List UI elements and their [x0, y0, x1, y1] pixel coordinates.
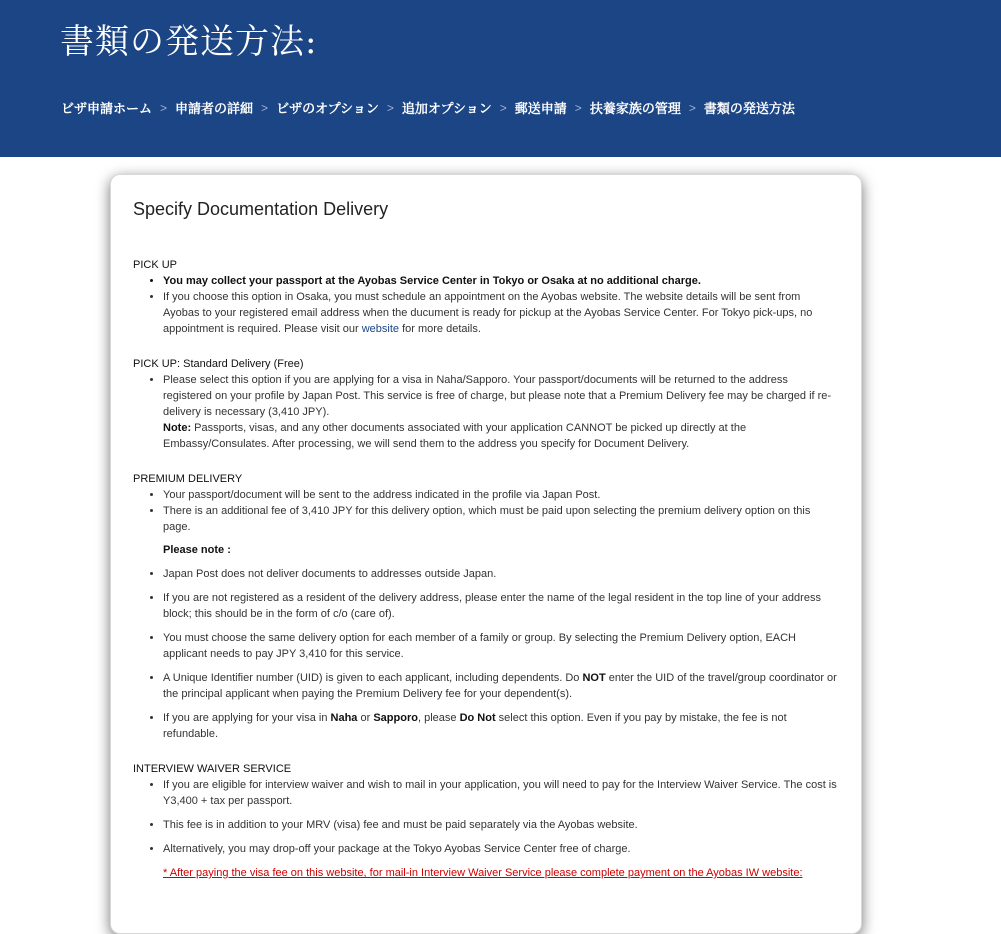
section-standard-delivery — [133, 357, 839, 452]
delivery-card — [110, 174, 862, 934]
breadcrumb-separator: > — [160, 100, 168, 115]
list-item-text: , please — [417, 712, 460, 724]
list-item: • You may collect your passport at the Ayobas Service Center in Tokyo or Osaka at no additional charge. — [163, 273, 839, 289]
list-item-text: enter the UID of the travel/group coordinator or the principal applicant when paying the Premium Delivery fee for your dependent(s). — [163, 672, 837, 700]
website-link[interactable]: website — [361, 323, 400, 335]
list-item — [163, 372, 839, 452]
iw-payment-note — [163, 865, 839, 881]
list-item-text: A Unique Identifier number (UID) is given to each applicant, including dependents. Do — [163, 672, 583, 684]
emphasis-text: Sapporo — [373, 712, 418, 724]
list-item — [163, 710, 839, 742]
breadcrumb-separator: > — [261, 100, 269, 115]
section-interview-waiver — [133, 762, 839, 881]
breadcrumb-separator: > — [386, 100, 394, 115]
interview-list — [133, 777, 839, 857]
list-item: • If you are eligible for interview waiver and wish to mail in your application, you will need to pay for the Interview Waiver Service. The cost is Y3,400 + tax per passport. — [163, 777, 839, 809]
list-item: • If you are not registered as a resident of the delivery address, please enter the name of the legal resident in the top line of your address block; this should be in the form of c/o (care of). — [163, 590, 839, 622]
breadcrumb-separator: > — [499, 100, 507, 115]
note-label: Note: — [163, 422, 192, 434]
breadcrumb-mail-application[interactable]: 郵送申請 — [514, 101, 567, 116]
please-note-label: Please note : — [163, 544, 231, 556]
emphasis-text: NOT — [582, 672, 606, 684]
list-item: • Japan Post does not deliver documents to addresses outside Japan. — [163, 566, 839, 582]
standard-list — [133, 372, 839, 452]
breadcrumb — [61, 98, 795, 117]
list-item — [163, 289, 839, 337]
card-title: Specify Documentation Delivery — [133, 199, 389, 219]
emphasis-text: Do Not — [459, 712, 496, 724]
section-pickup — [133, 258, 839, 337]
list-item: • You must choose the same delivery option for each member of a family or group. By selecting the Premium Delivery option, EACH applicant needs to pay JPY 3,410 for this service. — [163, 630, 839, 662]
section-premium-delivery — [133, 472, 839, 742]
breadcrumb-separator: > — [574, 100, 582, 115]
premium-list — [133, 487, 839, 535]
breadcrumb-applicant-details[interactable]: 申請者の詳細 — [175, 101, 254, 116]
list-item-text: If you are applying for your visa in — [163, 712, 331, 724]
section-heading: PREMIUM DELIVERY — [133, 473, 243, 485]
list-item: • There is an additional fee of 3,410 JPY for this delivery option, which must be paid upon selecting the premium delivery option on this page. — [163, 503, 839, 535]
breadcrumb-separator: > — [688, 100, 696, 115]
list-item-text: or — [357, 712, 374, 724]
list-item: • Your passport/document will be sent to the address indicated in the profile via Japan Post. — [163, 487, 839, 503]
premium-notes-list — [133, 566, 839, 742]
breadcrumb-visa-options[interactable]: ビザのオプション — [276, 101, 379, 116]
breadcrumb-additional-options[interactable]: 追加オプション — [401, 101, 492, 116]
list-item — [163, 670, 839, 702]
page-header — [0, 0, 1001, 157]
list-item-text: for more details. — [399, 323, 481, 335]
page-title: 書類の発送方法: — [60, 22, 318, 62]
emphasis-text: Naha — [330, 712, 358, 724]
list-item-text: Please select this option if you are applying for a visa in Naha/Sapporo. Your passport/documents will be returned to the address registered on your profile by Japan Post. This service is free of charge, but please note that a Premium Delivery fee may be charged if re-delivery is necessary (3,410 JPY). — [163, 374, 832, 418]
list-item: • This fee is in addition to your MRV (visa) fee and must be paid separately via the Ayobas website. — [163, 817, 839, 833]
list-item: • Alternatively, you may drop-off your package at the Tokyo Ayobas Service Center free of charge. — [163, 841, 839, 857]
section-heading: PICK UP: Standard Delivery (Free) — [133, 358, 304, 370]
section-heading: PICK UP — [133, 259, 178, 271]
breadcrumb-manage-dependents[interactable]: 扶養家族の管理 — [589, 101, 681, 116]
note-text: Passports, visas, and any other documents associated with your application CANNOT be picked up directly at the Embassy/Consulates. After processing, we will send them to the address you specify for Document Delivery. — [163, 422, 747, 450]
breadcrumb-visa-home[interactable]: ビザ申請ホーム — [61, 101, 153, 116]
list-item-text: If you choose this option in Osaka, you must schedule an appointment on the Ayobas website. The website details will be sent from Ayobas to your registered email address when the ducument is ready for pickup at the Ayobas Service Center. For Tokyo pick-ups, no appointment is required. Please visit our — [163, 291, 813, 335]
list-item-text: select this option. Even if you pay by mistake, the fee is not refundable. — [163, 712, 787, 740]
breadcrumb-current-document-delivery: 書類の発送方法 — [703, 101, 795, 116]
section-heading: INTERVIEW WAIVER SERVICE — [133, 763, 292, 775]
iw-payment-link[interactable]: * After paying the visa fee on this website, for mail-in Interview Waiver Service please complete payment on the Ayobas IW website: — [163, 867, 803, 879]
pickup-list — [133, 273, 839, 337]
